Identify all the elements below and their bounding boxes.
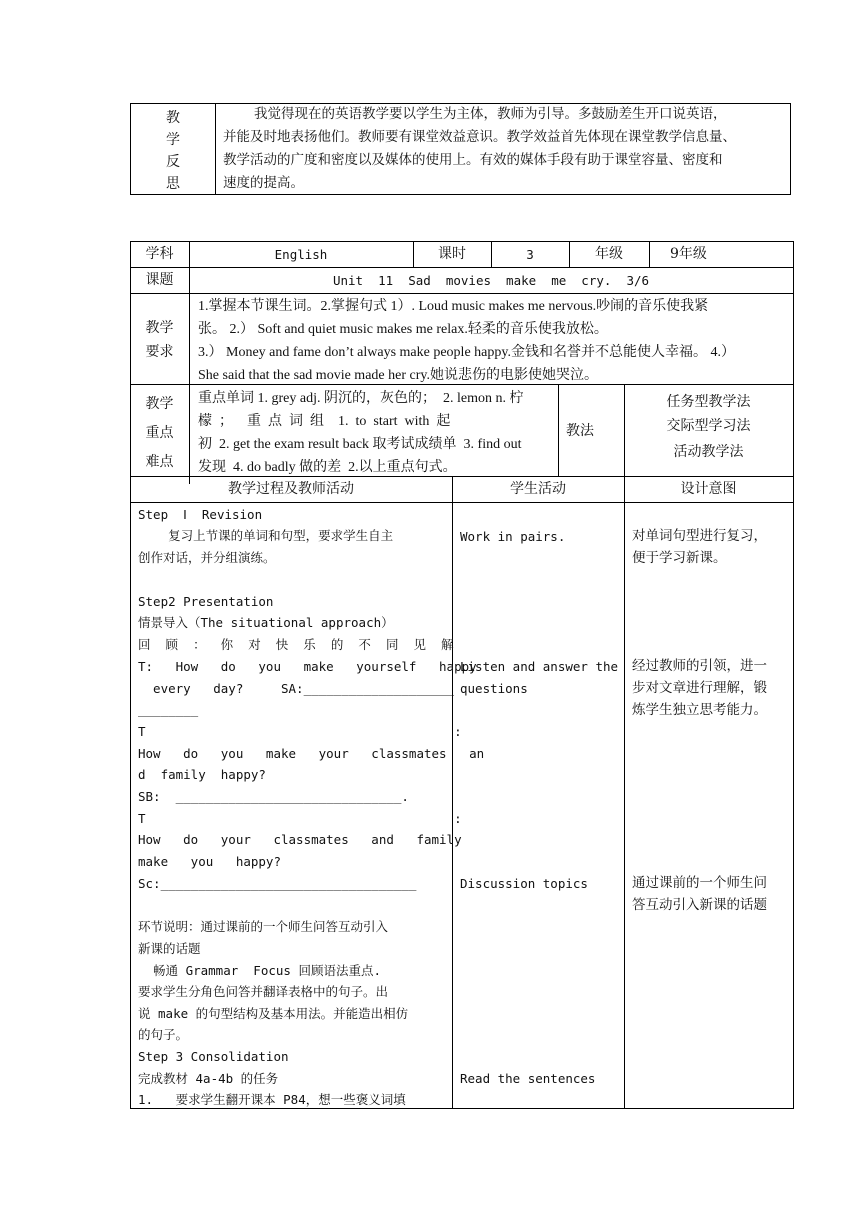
keypoints-label-1: 教学: [145, 396, 174, 412]
process-line: Step 3 Consolidation: [138, 1049, 289, 1064]
reflection-label-3: 反: [166, 154, 180, 170]
reflection-label-2: 学: [166, 132, 180, 148]
requirements-label-1: 教学: [145, 320, 174, 336]
process-line: 新课的话题: [138, 941, 201, 956]
process-line: SB: ______________________________.: [138, 789, 409, 804]
column-header-process: 教学过程及教师活动: [228, 481, 354, 497]
requirements-label-2: 要求: [145, 344, 174, 360]
process-line: make you happy?: [138, 854, 281, 869]
topic-value: Unit 11 Sad movies make me cry. 3/6: [332, 273, 650, 288]
process-line: T :: [138, 724, 462, 739]
process-line: 情景导入（The situational approach）: [138, 615, 394, 630]
student-activity: questions: [460, 681, 528, 696]
design-intent: 便于学习新课。: [632, 550, 727, 566]
design-intent: 对单词句型进行复习，: [632, 528, 767, 544]
reflection-line-3: 教学活动的广度和密度以及媒体的使用上。有效的媒体手段有助于课堂容量、密度和: [223, 152, 723, 168]
requirements-line-2: 张。 2.） Soft and quiet music makes me relax.轻柔的音乐使我放松。: [198, 322, 608, 337]
reflection-line-4: 速度的提高。: [223, 175, 304, 191]
process-line: 环节说明：通过课前的一个师生问答互动引入: [138, 919, 389, 934]
process-line: T :: [138, 811, 462, 826]
keypoints-label-2: 重点: [145, 425, 174, 441]
reflection-label-1: 教: [166, 110, 180, 126]
keypoints-label-3: 难点: [145, 454, 174, 470]
process-line: every day? SA:____________________: [138, 681, 455, 696]
requirements-line-3: 3.） Money and fame don’t always make people happy.金钱和名誉并不总能使人幸福。 4.）: [198, 345, 735, 360]
column-header-intent: 设计意图: [680, 481, 737, 497]
process-line: Step Ⅰ Revision: [138, 507, 263, 522]
student-activity: Discussion topics: [460, 876, 588, 891]
process-line: 1. 要求学生翻开课本 P84，想一些褒义词填: [138, 1092, 406, 1107]
process-line: 回 顾 ： 你 对 快 乐 的 不 同 见 解: [138, 637, 454, 652]
subject-value: English: [274, 247, 328, 262]
process-line: 说 make 的句型结构及基本用法。并能造出相仿: [138, 1006, 409, 1021]
grade-value: 9年级: [670, 246, 707, 262]
student-activity: Read the sentences: [460, 1071, 596, 1086]
keypoints-line-2: 檬 ； 重 点 词 组 1. to start with 起: [198, 414, 451, 429]
process-line: 完成教材 4a-4b 的任务: [138, 1071, 279, 1086]
process-line: Step2 Presentation: [138, 594, 274, 609]
design-intent: 通过课前的一个师生问: [632, 875, 767, 891]
reflection-label-4: 思: [166, 176, 180, 192]
column-header-student: 学生活动: [510, 481, 566, 497]
process-line: How do your classmates and family: [138, 832, 462, 847]
method-1: 任务型教学法: [666, 394, 751, 410]
method-label: 教法: [566, 423, 594, 439]
method-3: 活动教学法: [673, 444, 744, 460]
requirements-line-4: She said that the sad movie made her cry.她说悲伤的电影使她哭泣。: [198, 368, 598, 383]
student-activity: Listen and answer the: [460, 659, 619, 674]
design-intent: 经过教师的引领，进一: [632, 658, 767, 674]
process-line: T: How do you make yourself happy: [138, 659, 477, 674]
requirements-line-1: 1.掌握本节课生词。2.掌握句式 1）. Loud music makes me nervous.吵闹的音乐使我紧: [198, 299, 709, 314]
topic-label: 课题: [145, 272, 174, 288]
design-intent: 步对文章进行理解，锻: [632, 680, 767, 696]
process-line: d family happy?: [138, 767, 266, 782]
process-line: 创作对话，并分组演练。: [138, 550, 276, 565]
reflection-line-2: 并能及时地表扬他们。教师要有课堂效益意识。教学效益首先体现在课堂教学信息量、: [223, 129, 736, 145]
process-line: ________: [138, 702, 199, 717]
process-line: 畅通 Grammar Focus 回顾语法重点.: [138, 963, 381, 978]
keypoints-line-4: 发现 4. do badly 做的差 2.以上重点句式。: [198, 460, 457, 475]
keypoints-line-1: 重点单词 1. grey adj. 阴沉的，灰色的； 2. lemon n. 柠: [198, 391, 524, 406]
method-2: 交际型学习法: [666, 418, 751, 434]
student-activity: Work in pairs.: [460, 529, 566, 544]
period-label: 课时: [438, 246, 466, 262]
design-intent: 炼学生独立思考能力。: [632, 702, 767, 718]
period-value: 3: [526, 247, 534, 262]
design-intent: 答互动引入新课的话题: [632, 897, 767, 913]
process-line: 要求学生分角色问答并翻译表格中的句子。出: [138, 984, 389, 999]
reflection-line-1: 我觉得现在的英语教学要以学生为主体，教师为引导。多鼓励差生开口说英语，: [254, 106, 727, 122]
subject-label: 学科: [145, 246, 174, 262]
process-line: How do you make your classmates an: [138, 746, 485, 761]
grade-label: 年级: [595, 246, 623, 262]
process-line: 的句子。: [138, 1027, 189, 1042]
process-line: Sc:__________________________________: [138, 876, 417, 891]
process-line: 复习上节课的单词和句型，要求学生自主: [138, 528, 394, 543]
keypoints-line-3: 初 2. get the exam result back 取考试成绩单 3. find out: [198, 437, 522, 452]
